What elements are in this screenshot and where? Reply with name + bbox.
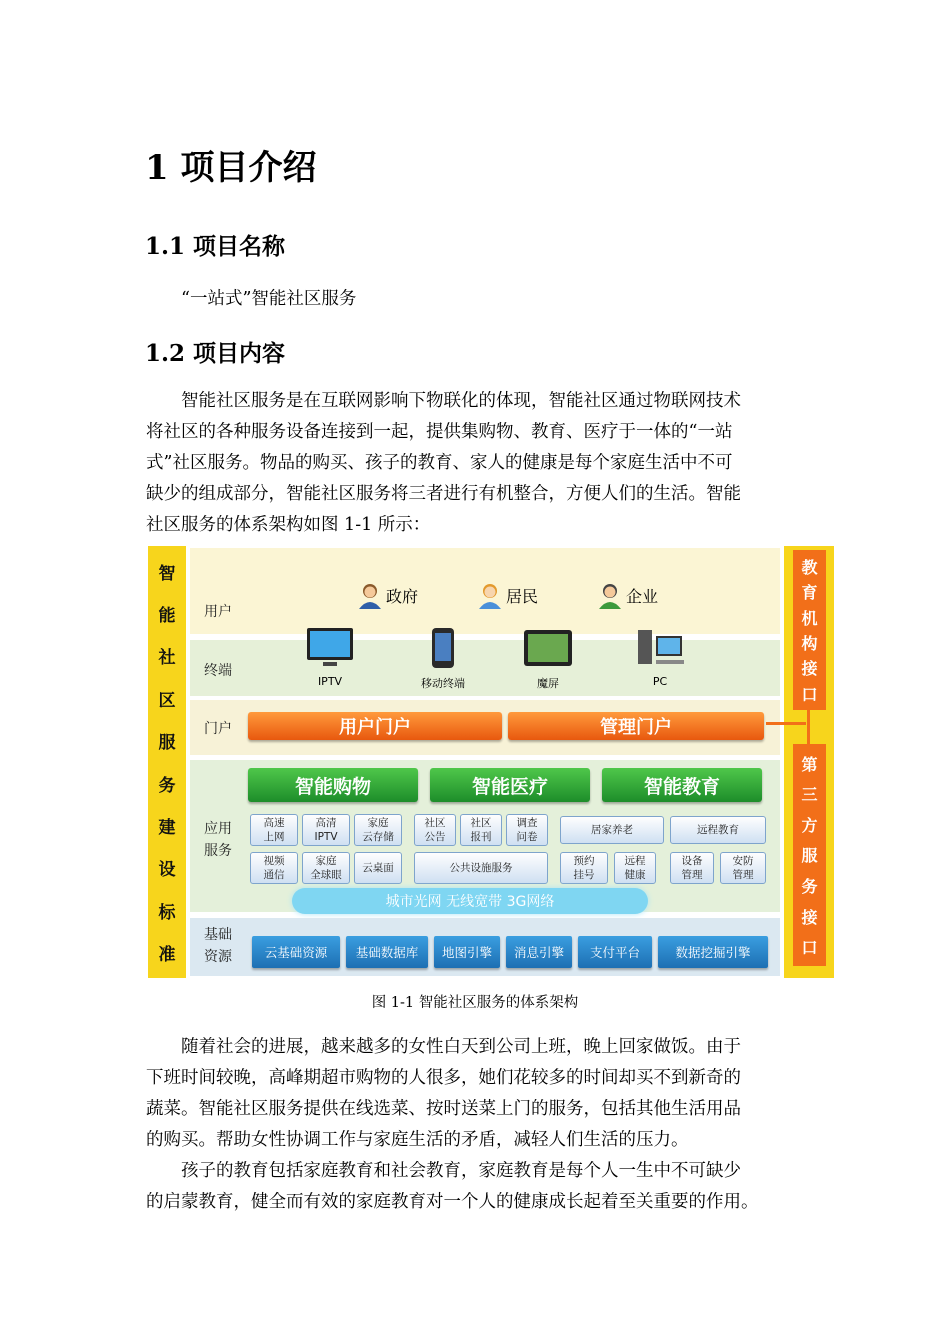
service-text: 远程教育 xyxy=(697,824,739,836)
app-layer-label-line: 应用 xyxy=(204,821,232,837)
interface-char: 育 xyxy=(801,583,818,603)
interface-char: 教 xyxy=(801,558,818,578)
service-text: 问卷 xyxy=(516,831,538,843)
service-text: 家庭 xyxy=(315,855,337,867)
person-icon xyxy=(356,582,382,608)
paragraph-line: 式”社区服务。物品的购买、孩子的教育、家人的健康是每个家庭生活中不可 xyxy=(146,453,733,473)
service-text: 通信 xyxy=(263,869,285,881)
service-tile xyxy=(670,852,714,884)
paragraph-line: 下班时间较晚，高峰期超市购物的人很多，她们花较多的时间却买不到新奇的 xyxy=(146,1068,741,1088)
service-text: 视频 xyxy=(263,855,285,867)
paragraph-line: 缺少的组成部分，智能社区服务将三者进行有机整合，方便人们的生活。智能 xyxy=(146,484,741,504)
base-resource-item: 基础数据库 xyxy=(346,936,428,968)
portal-layer xyxy=(190,700,780,755)
user-portal: 用户门户 xyxy=(248,712,502,740)
service-text: 高速 xyxy=(263,817,285,829)
service-text: 远程 xyxy=(624,855,646,867)
tablet-icon xyxy=(522,626,574,670)
service-text: 设备 xyxy=(681,855,703,867)
computer-icon xyxy=(634,626,686,670)
person-icon xyxy=(596,582,622,608)
figure-caption: 图 1-1 智能社区服务的体系架构 xyxy=(371,995,579,1011)
person-icon xyxy=(476,582,502,608)
service-tile xyxy=(614,852,656,884)
base-layer-label-line: 资源 xyxy=(204,949,232,965)
left-bar-char: 标 xyxy=(158,902,176,923)
education-interface xyxy=(793,550,826,710)
left-bar-char: 智 xyxy=(158,563,176,584)
interface-char: 方 xyxy=(801,815,818,835)
network-cloud: 城市光网 无线宽带 3G网络 xyxy=(292,888,648,914)
service-tile xyxy=(560,816,664,844)
service-text: 挂号 xyxy=(573,869,595,881)
interface-char: 接 xyxy=(801,907,818,927)
project-content-paragraph xyxy=(146,386,810,541)
phone-icon xyxy=(428,626,458,670)
service-text: 调查 xyxy=(516,817,538,829)
third-party-interface xyxy=(793,744,826,966)
base-resource-item: 地图引擎 xyxy=(434,936,500,968)
project-name-text: “一站式”智能社区服务 xyxy=(181,289,357,309)
service-text: 公共设施服务 xyxy=(449,862,513,874)
service-tile xyxy=(414,814,456,846)
paragraph-line: 孩子的教育包括家庭教育和社会教育，家庭教育是每个人一生中不可缺少 xyxy=(181,1161,741,1181)
service-text: 家庭 xyxy=(367,817,389,829)
service-text: 管理 xyxy=(681,869,703,881)
tv-icon xyxy=(305,626,355,670)
base-resource-layer xyxy=(190,918,780,976)
paragraph-line: 社区服务的体系架构如图 1-1 所示： xyxy=(146,515,431,535)
interface-char: 第 xyxy=(801,754,818,774)
terminal-label: PC xyxy=(652,675,668,688)
base-resource-item: 支付平台 xyxy=(578,936,652,968)
base-layer-label-line: 基础 xyxy=(204,927,232,943)
interface-char: 机 xyxy=(801,608,818,628)
service-text: 社区 xyxy=(424,817,446,829)
user-enterprise xyxy=(596,582,658,608)
service-tile xyxy=(414,852,548,884)
terminal-layer-label: 终端 xyxy=(204,663,232,679)
service-text: 预约 xyxy=(573,855,595,867)
left-bar-char: 建 xyxy=(158,818,176,839)
terminal-layer xyxy=(190,640,780,696)
service-text: 高清 xyxy=(315,817,337,829)
service-text: 云存储 xyxy=(362,831,394,843)
section-heading-1-1: 1.1 项目名称 xyxy=(145,233,286,260)
service-tile xyxy=(302,814,350,846)
terminal-label: 移动终端 xyxy=(421,677,465,690)
education-paragraph xyxy=(146,1156,810,1218)
left-bar-char: 社 xyxy=(158,648,176,669)
left-bar-char: 准 xyxy=(158,945,176,966)
service-tile xyxy=(720,852,766,884)
paragraph-line: 智能社区服务是在互联网影响下物联化的体现，智能社区通过物联网技术 xyxy=(181,391,741,411)
portal-layer-label: 门户 xyxy=(204,721,232,737)
service-tile xyxy=(506,814,548,846)
user-label: 企业 xyxy=(626,586,659,606)
user-resident xyxy=(476,582,538,608)
service-text: IPTV xyxy=(314,831,338,843)
service-text: 报刊 xyxy=(470,831,492,843)
paragraph-line: 的启蒙教育，健全而有效的家庭教育对一个人的健康成长起着至关重要的作用。 xyxy=(146,1192,759,1212)
left-bar-char: 务 xyxy=(158,775,176,796)
construction-standard-bar xyxy=(148,546,186,978)
paragraph-line: 随着社会的进展，越来越多的女性白天到公司上班，晚上回家做饭。由于 xyxy=(181,1037,741,1057)
interface-char: 接 xyxy=(801,659,818,679)
architecture-figure xyxy=(148,546,834,978)
user-layer xyxy=(190,548,780,634)
service-text: 全球眼 xyxy=(310,869,342,881)
women-paragraph xyxy=(146,1032,810,1156)
section-heading-1-2: 1.2 项目内容 xyxy=(145,340,286,367)
service-tile xyxy=(302,852,350,884)
service-tile xyxy=(460,814,502,846)
service-text: 上网 xyxy=(263,831,285,843)
interface-char: 务 xyxy=(801,877,818,897)
smart-shopping: 智能购物 xyxy=(248,768,418,802)
base-layer-label xyxy=(204,924,232,968)
portal-connector xyxy=(766,722,806,725)
app-layer-label xyxy=(204,818,232,862)
service-tile xyxy=(354,814,402,846)
user-government xyxy=(356,582,418,608)
service-text: 安防 xyxy=(732,855,754,867)
application-layer xyxy=(190,760,780,912)
service-text: 云桌面 xyxy=(362,862,394,874)
interface-char: 口 xyxy=(801,938,818,958)
left-bar-char: 服 xyxy=(158,733,176,754)
terminal-pc xyxy=(630,626,690,688)
service-text: 公告 xyxy=(424,831,446,843)
base-resource-item: 数据挖掘引擎 xyxy=(658,936,768,968)
interface-char: 服 xyxy=(801,846,818,866)
smart-education: 智能教育 xyxy=(602,768,762,802)
service-tile xyxy=(354,852,402,884)
service-text: 居家养老 xyxy=(591,824,633,836)
base-resource-item: 消息引擎 xyxy=(506,936,572,968)
terminal-mobile xyxy=(408,626,478,691)
service-text: 管理 xyxy=(732,869,754,881)
interface-char: 口 xyxy=(801,684,818,704)
user-label: 居民 xyxy=(506,586,539,606)
terminal-iptv xyxy=(300,626,360,688)
terminal-label: IPTV xyxy=(317,675,343,688)
left-bar-char: 设 xyxy=(158,860,176,881)
chapter-heading: 1 项目介绍 xyxy=(145,148,317,188)
layers-area xyxy=(190,548,780,976)
interface-char: 构 xyxy=(801,634,818,654)
service-tile xyxy=(250,814,298,846)
terminal-magic-screen xyxy=(518,626,578,691)
left-bar-char: 区 xyxy=(158,690,176,711)
service-text: 健康 xyxy=(624,869,646,881)
smart-medical: 智能医疗 xyxy=(430,768,590,802)
base-resource-item: 云基础资源 xyxy=(252,936,340,968)
user-layer-label: 用户 xyxy=(204,604,232,620)
service-tile xyxy=(670,816,766,844)
user-label: 政府 xyxy=(386,586,419,606)
paragraph-line: 的购买。帮助女性协调工作与家庭生活的矛盾，减轻人们生活的压力。 xyxy=(146,1130,689,1150)
service-tile xyxy=(250,852,298,884)
service-tile xyxy=(560,852,608,884)
app-layer-label-line: 服务 xyxy=(204,843,232,859)
paragraph-line: 蔬菜。智能社区服务提供在线选菜、按时送菜上门的服务，包括其他生活用品 xyxy=(146,1099,741,1119)
service-text: 社区 xyxy=(470,817,492,829)
paragraph-line: 将社区的各种服务设备连接到一起，提供集购物、教育、医疗于一体的“一站 xyxy=(146,422,733,442)
left-bar-char: 能 xyxy=(158,606,176,627)
management-portal: 管理门户 xyxy=(508,712,764,740)
interface-char: 三 xyxy=(801,785,818,805)
vertical-connector xyxy=(807,710,810,744)
terminal-label: 魔屏 xyxy=(537,677,559,690)
